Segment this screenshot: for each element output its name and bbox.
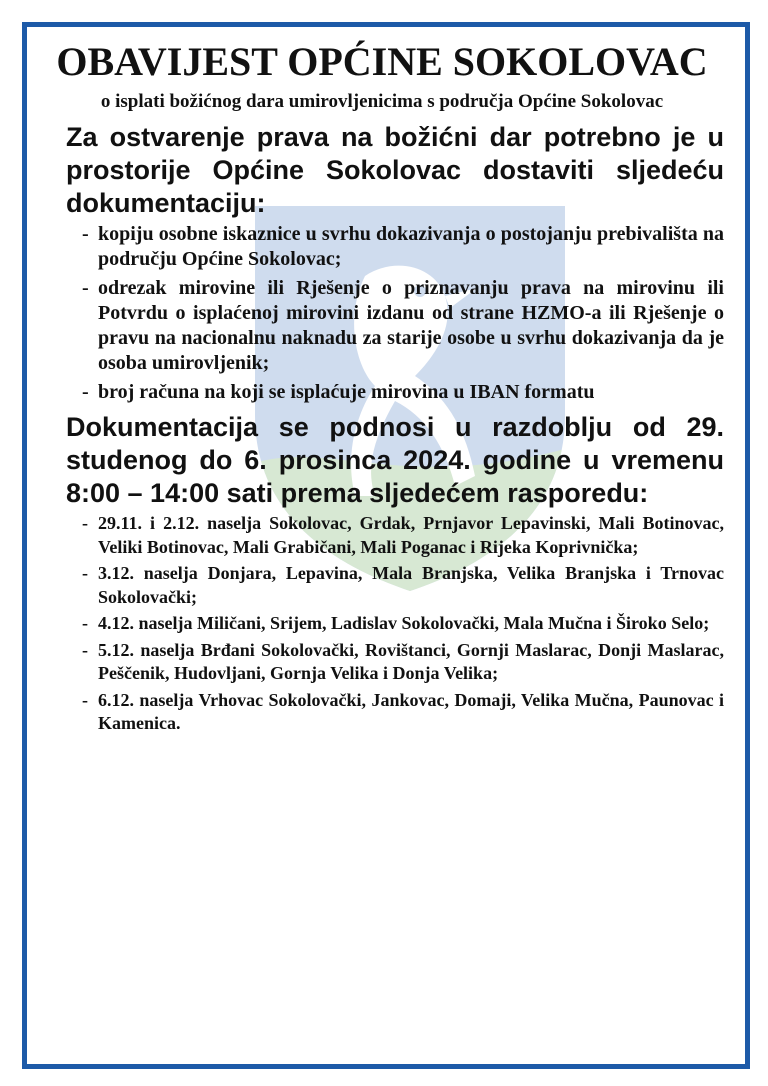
list-marker: - (82, 513, 88, 533)
list-item: - 29.11. i 2.12. naselja Sokolovac, Grdak, Prnjavor Lepavinski, Mali Botinovac, Veliki Botinovac, Mali Grabičani, Mali Poganac i Rijeka Koprivnička; (82, 513, 724, 557)
documents-intro: Za ostvarenje prava na božićni dar potrebno je u prostorije Općine Sokolovac dostaviti sljedeću dokumentaciju: (66, 122, 724, 218)
page-subtitle: o isplati božićnog dara umirovljenicima s područja Općine Sokolovac (100, 91, 664, 112)
list-item: - 3.12. naselja Donjara, Lepavina, Mala Branjska, Velika Branjska i Trnovac Sokolovački; (82, 563, 724, 607)
page-title: OBAVIJEST OPĆINE SOKOLOVAC (56, 39, 708, 84)
list-item: - 4.12. naselja Miličani, Srijem, Ladislav Sokolovački, Mala Mučna i Široko Selo; (40, 612, 724, 636)
list-item: - 6.12. naselja Vrhovac Sokolovački, Jankovac, Domaji, Velika Mučna, Paunovac i Kamenica. (82, 689, 724, 733)
list-marker: - (82, 223, 89, 245)
list-marker: - (82, 639, 88, 660)
schedule-intro: Dokumentacija se podnosi u razdoblju od 29. studenog do 6. prosinca 2024. godine u vremenu 8:00 – 14:00 sati prema sljedećem rasporedu: (66, 412, 724, 508)
schedule-list (40, 512, 724, 736)
list-marker: - (82, 689, 88, 710)
list-item: - broj računa na koji se isplaćuje mirovina u IBAN formatu (82, 381, 595, 403)
list-marker: - (82, 277, 89, 299)
list-marker: - (82, 613, 88, 633)
list-item: - 5.12. naselja Brđani Sokolovački, Rovištanci, Gornji Maslarac, Donji Maslarac, Peščenik, Hudovljani, Gornja Velika i Donja Velika; (82, 639, 724, 683)
list-marker: - (82, 563, 88, 583)
notice-content (40, 40, 724, 739)
list-item: - odrezak mirovine ili Rješenje o priznavanju prava na mirovinu ili Potvrdu o isplaćenoj mirovini izdanu od strane HZMO-a ili Rješenje o pravu na nacionalnu naknadu za starije osobe u svrhu dokazivanja da je osoba umirovljenik; (82, 277, 724, 374)
documents-list (40, 222, 724, 405)
list-item: - kopiju osobne iskaznice u svrhu dokazivanja o postojanju prebivališta na području Općine Sokolovac; (82, 223, 724, 270)
list-marker: - (82, 381, 89, 403)
